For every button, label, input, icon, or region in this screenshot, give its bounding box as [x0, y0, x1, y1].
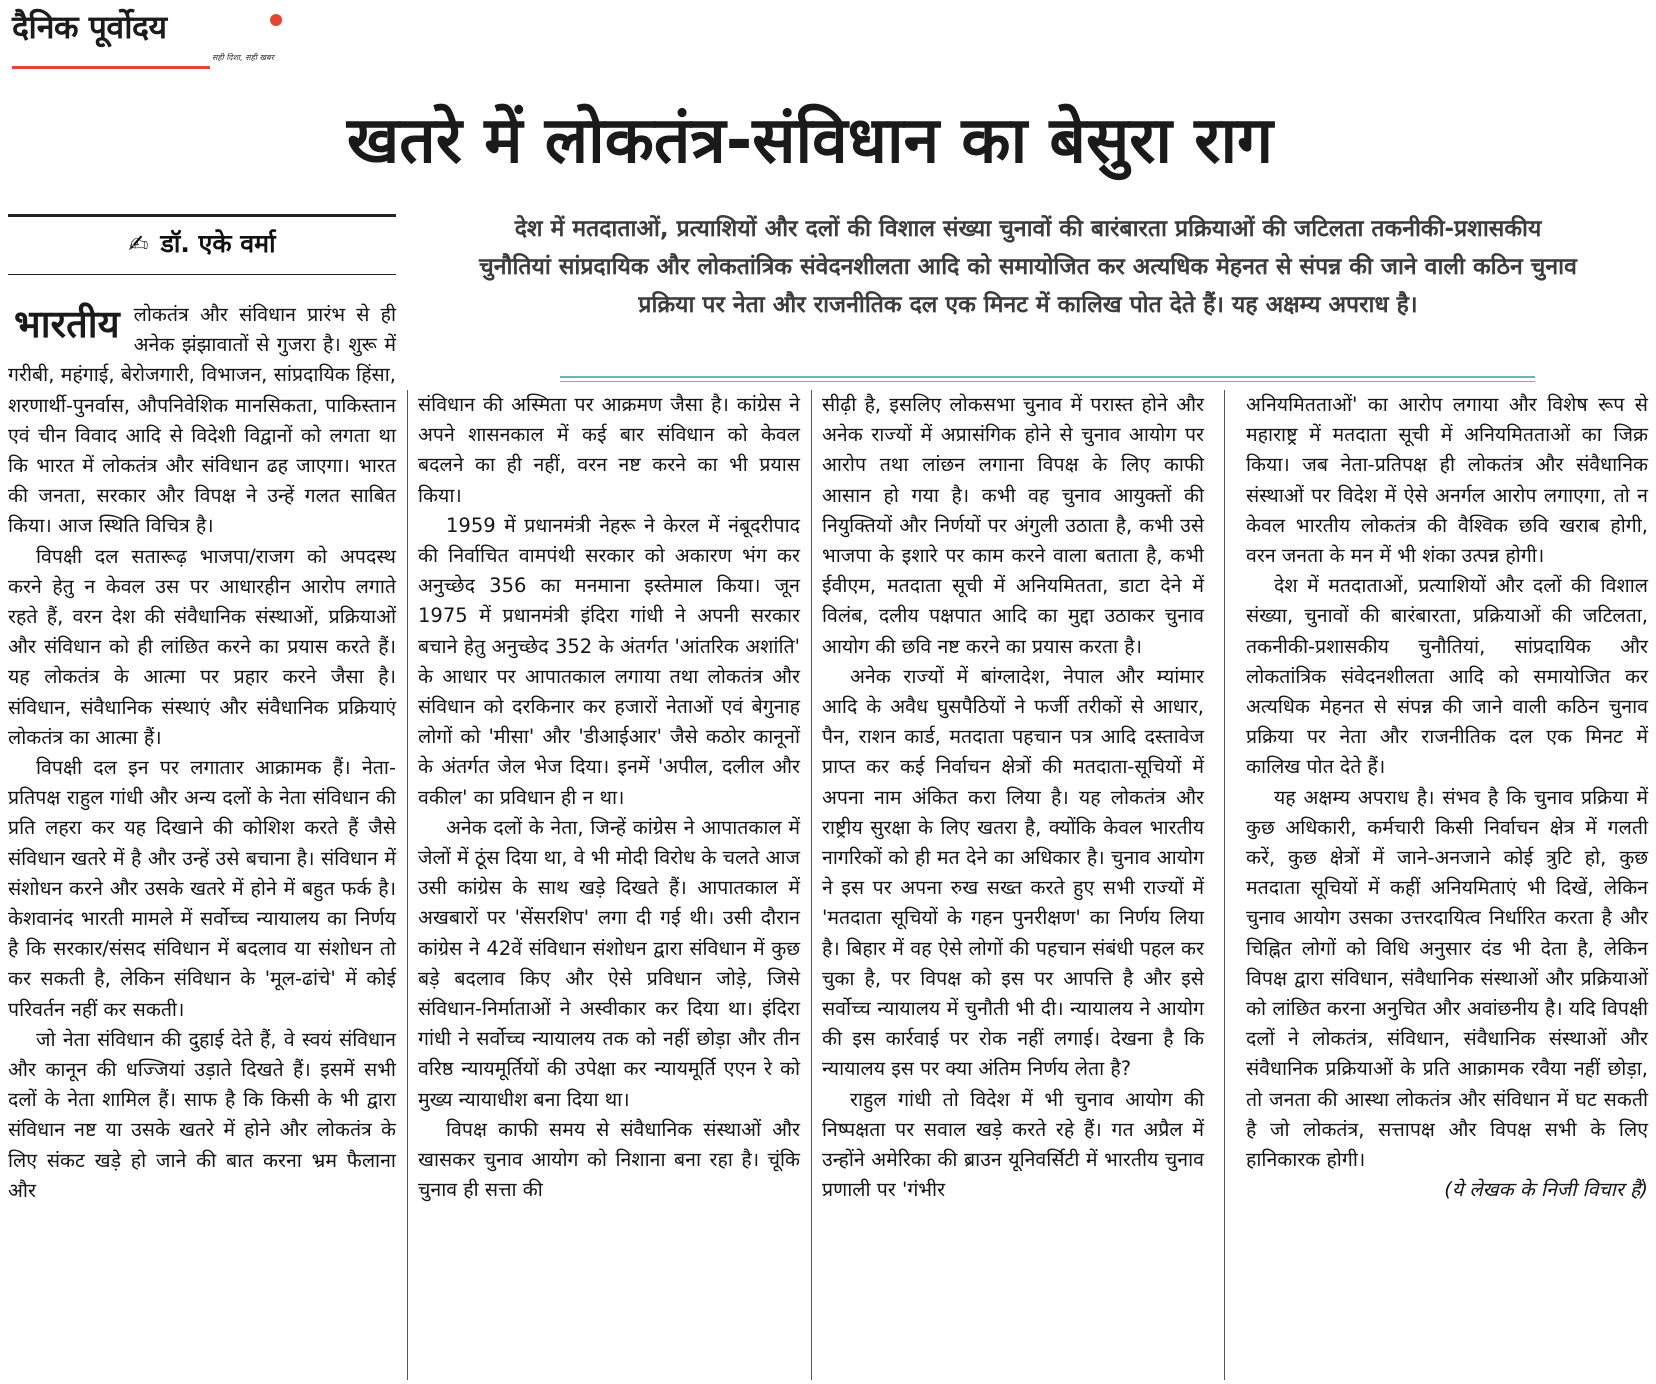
paragraph: विपक्षी दल इन पर लगातार आक्रामक हैं। नेता-प्रतिपक्ष राहुल गांधी और अन्य दलों के नेता संविधान की प्रति लहरा कर यह दिखाने की कोशिश करते हैं जैसे संविधान खतरे में है और उन्हें उसे बचाना है। संविधान में संशोधन करने और उसके खतरे में होने में बहुत फर्क है। केशवानंद भारती मामले में सर्वोच्च न्यायालय का निर्णय है कि सरकार/संसद संविधान में बदलाव या संशोधन तो कर सकती है, लेकिन संविधान के 'मूल-ढांचे' में कोई परिवर्तन नहीं कर सकती।	[8, 756, 396, 1021]
byline-rule-top	[8, 214, 396, 217]
paragraph: विपक्षी दल सतारूढ़ भाजपा/राजग को अपदस्थ करने हेतु न केवल उस पर आधारहीन आरोप लगाते रहते हैं, वरन देश की संवैधानिक संस्थाओं, प्रक्रियाओं और संविधान को ही लांछित करने का प्रयास करते हैं। यह लोकतंत्र के आत्मा पर प्रहार करने जैसा है। संविधान, संवैधानिक संस्थाएं और संवैधानिक प्रक्रियाएं लोकतंत्र का आत्मा हैं।	[8, 544, 396, 749]
paragraph: सीढ़ी है, इसलिए लोकसभा चुनाव में परास्त होने और अनेक राज्यों में अप्रासंगिक होने से चुनाव आयोग पर आरोप तथा लांछन लगाना विपक्ष के लिए काफी आसान हो गया है। कभी वह चुनाव आयुक्तों की नियुक्तियों और निर्णयों पर अंगुली उठाता है, कभी उसे भाजपा के इशारे पर काम करने वाला बताता है, कभी ईवीएम, मतदाता सूची में अनियमितता, डाटा देने में विलंब, दलीय पक्षपात आदि का मुद्दा उठाकर चुनाव आयोग की छवि नष्ट करने का प्रयास करता है।	[822, 393, 1204, 658]
byline-rule-bottom	[8, 274, 396, 275]
paragraph: विपक्ष काफी समय से संवैधानिक संस्थाओं और खासकर चुनाव आयोग को निशाना बना रहा है। चूंकि चुनाव ही सत्ता की	[418, 1117, 800, 1202]
article-blurb: देश में मतदाताओं, प्रत्याशियों और दलों की विशाल संख्या चुनावों की बारंबारता प्रक्रियाओं की जटिलता तकनीकी-प्रशासकीय चुनौतियां सांप्रदायिक और लोकतांत्रिक संवेदनशीलता आदि को समायोजित कर अत्यधिक मेहनत से संपन्न की जाने वाली कठिन चुनाव प्रक्रिया पर नेता और राजनीतिक दल एक मिनट में कालिख पोत देते हैं। यह अक्षम्य अपराध है।	[479, 216, 1577, 318]
column-divider	[1224, 390, 1225, 1380]
article-column-4	[1246, 390, 1648, 1205]
article-column-2	[418, 390, 800, 1205]
byline	[8, 226, 396, 262]
paragraph: यह अक्षम्य अपराध है। संभव है कि चुनाव प्रक्रिया में कुछ अधिकारी, कर्मचारी किसी निर्वाचन क्षेत्र में गलती करें, कुछ क्षेत्रों में जाने-अनजाने कोई त्रुटि हो, कुछ मतदाता सूचियों में कहीं अनियमिताएं भी दिखें, लेकिन चुनाव आयोग उसका उत्तरदायित्व निर्धारित करता है और चिह्नित लोगों को विधि अनुसार दंड भी देता है, लेकिन विपक्ष द्वारा संविधान, संवैधानिक संस्थाओं और प्रक्रियाओं को लांछित करना अनुचित और अवांछनीय है। यदि विपक्षी दलों ने लोकतंत्र, संविधान, संवैधानिक संस्थाओं और संवैधानिक प्रक्रियाओं के प्रति आक्रामक रवैया नहीं छोड़ा, तो जनता की आस्था लोकतंत्र और संविधान में घट सकती है जो लोकतंत्र, सत्तापक्ष और विपक्ष सभी के लिए हानिकारक होगी।	[1246, 785, 1648, 1172]
paragraph: अनेक दलों के नेता, जिन्हें कांग्रेस ने आपातकाल में जेलों में ठूंस दिया था, वे भी मोदी विरोध के चलते आज उसी कांग्रेस के साथ खड़े दिखते हैं। आपातकाल में अखबारों पर 'सेंसरशिप' लगा दी गई थी। उसी दौरान कांग्रेस ने 42वें संविधान संशोधन द्वारा संविधान में कुछ बड़े बदलाव किए और ऐसे प्रविधान जोड़े, जिसे संविधान-निर्माताओं ने अस्वीकार कर दिया था। इंदिरा गांधी ने सर्वोच्च न्यायालय तक को नहीं छोड़ा और तीन वरिष्ठ न्यायमूर्तियों की उपेक्षा कर न्यायमूर्ति एएन रे को मुख्य न्यायाधीश बना दिया था।	[418, 815, 800, 1111]
author-note: (ये लेखक के निजी विचार हैं)	[1444, 1178, 1648, 1202]
article-headline: खतरे में लोकतंत्र-संविधान का बेसुरा राग	[346, 104, 1274, 178]
logo-underline	[12, 66, 210, 69]
article-column-1	[8, 300, 396, 1206]
column-divider	[811, 390, 812, 1380]
logo-dot-icon	[270, 14, 282, 26]
paragraph: राहुल गांधी तो विदेश में भी चुनाव आयोग की निष्पक्षता पर सवाल खड़े करते रहे हैं। गत अप्रैल में उन्होंने अमेरिका की ब्राउन यूनिवर्सिटी में भारतीय चुनाव प्रणाली पर 'गंभीर	[822, 1087, 1204, 1202]
article-column-3	[822, 390, 1204, 1205]
paragraph: संविधान की अस्मिता पर आक्रमण जैसा है। कांग्रेस ने अपने शासनकाल में कई बार संविधान को केवल बदलने का ही नहीं, वरन नष्ट करने का भी प्रयास किया।	[418, 393, 800, 507]
pen-icon: ✍	[128, 230, 149, 258]
paragraph: जो नेता संविधान की दुहाई देते हैं, वे स्वयं संविधान और कानून की धज्जियां उड़ाते दिखते हैं। इसमें सभी दलों के नेता शामिल हैं। साफ है कि किसी के भी द्वारा संविधान नष्ट या उसके खतरे में होने और लोकतंत्र के लिए संकट खड़े हो जाने की बात करना भ्रम फैलाना और	[8, 1027, 396, 1202]
newspaper-tagline: सही दिशा, सही खबर	[212, 53, 274, 62]
column-divider	[407, 390, 408, 1380]
paragraph: भारतीय लोकतंत्र और संविधान प्रारंभ से ही अनेक झंझावातों से गुजरा है। शुरू में गरीबी, महंगाई, बेरोजगारी, विभाजन, सांप्रदायिक हिंसा, शरणार्थी-पुनर्वास, औपनिवेशिक मानसिकता, पाकिस्तान एवं चीन विवाद आदि से विदेशी विद्वानों को लगता था कि भारत में लोकतंत्र और संविधान ढह जाएगा। भारत की जनता, सरकार और विपक्ष ने उन्हें गलत साबित किया। आज स्थिति विचित्र है।	[8, 302, 396, 538]
paragraph: 1959 में प्रधानमंत्री नेहरू ने केरल में नंबूदरीपाद की निर्वाचित वामपंथी सरकार को अकारण भंग कर अनुच्छेद 356 का मनमाना इस्तेमाल किया। जून 1975 में प्रधानमंत्री इंदिरा गांधी ने अपनी सरकार बचाने हेतु अनुच्छेद 352 के अंतर्गत 'आंतरिक अशांति' के आधार पर आपातकाल लगाया तथा लोकतंत्र और संविधान को दरकिनार कर हजारों नेताओं एवं बेगुनाह लोगों को 'मीसा' और 'डीआईआर' जैसे कठोर कानूनों के अंतर्गत जेल भेज दिया। इनमें 'अपील, दलील और वकील' का प्रविधान ही न था।	[418, 513, 800, 809]
newspaper-logo: दैनिक पूर्वोदय	[12, 8, 167, 46]
paragraph: देश में मतदाताओं, प्रत्याशियों और दलों की विशाल संख्या, चुनावों की बारंबारता, प्रक्रियाओं की जटिलता, तकनीकी-प्रशासकीय चुनौतियां, सांप्रदायिक और लोकतांत्रिक संवेदनशीलता आदि को समायोजित कर अत्यधिक मेहनत से संपन्न की जाने वाली कठिन चुनाव प्रक्रिया पर नेता और राजनीतिक दल एक मिनट में कालिख पोत देते हैं।	[1246, 574, 1648, 779]
paragraph: अनियमितताओं' का आरोप लगाया और विशेष रूप से महाराष्ट्र में मतदाता सूची में अनियमितताओं का जिक्र किया। जब नेता-प्रतिपक्ष ही लोकतंत्र और संवैधानिक संस्थाओं पर विदेश में ऐसे अनर्गल आरोप लगाएगा, तो न केवल भारतीय लोकतंत्र की वैश्विक छवि खराब होगी, वरन जनता के मन में भी शंका उत्पन्न होगी।	[1246, 393, 1648, 568]
drop-word: भारतीय	[14, 302, 120, 346]
masthead	[12, 8, 282, 70]
blurb-divider	[560, 376, 1535, 382]
author-name: डॉ. एके वर्मा	[160, 229, 276, 258]
paragraph: अनेक राज्यों में बांग्लादेश, नेपाल और म्यांमार आदि के अवैध घुसपैठियों ने फर्जी तरीकों से आधार, पैन, राशन कार्ड, मतदाता पहचान पत्र आदि दस्तावेज प्राप्त कर कई निर्वाचन क्षेत्रों की मतदाता-सूचियों में अपना नाम अंकित करा लिया है। यह लोकतंत्र और राष्ट्रीय सुरक्षा के लिए खतरा है, क्योंकि केवल भारतीय नागरिकों को ही मत देने का अधिकार है। चुनाव आयोग ने इस पर अपना रुख सख्त करते हुए सभी राज्यों में 'मतदाता सूचियों के गहन पुनरीक्षण' का निर्णय लिया है। बिहार में वह ऐसे लोगों की पहचान संबंधी पहल कर चुका है, पर विपक्ष को इस पर आपत्ति है और इसे सर्वोच्च न्यायालय में चुनौती भी दी। न्यायालय ने आयोग की इस कार्रवाई पर रोक नहीं लगाई। देखना है कि न्यायालय इस पर क्या अंतिम निर्णय लेता है?	[822, 664, 1204, 1081]
